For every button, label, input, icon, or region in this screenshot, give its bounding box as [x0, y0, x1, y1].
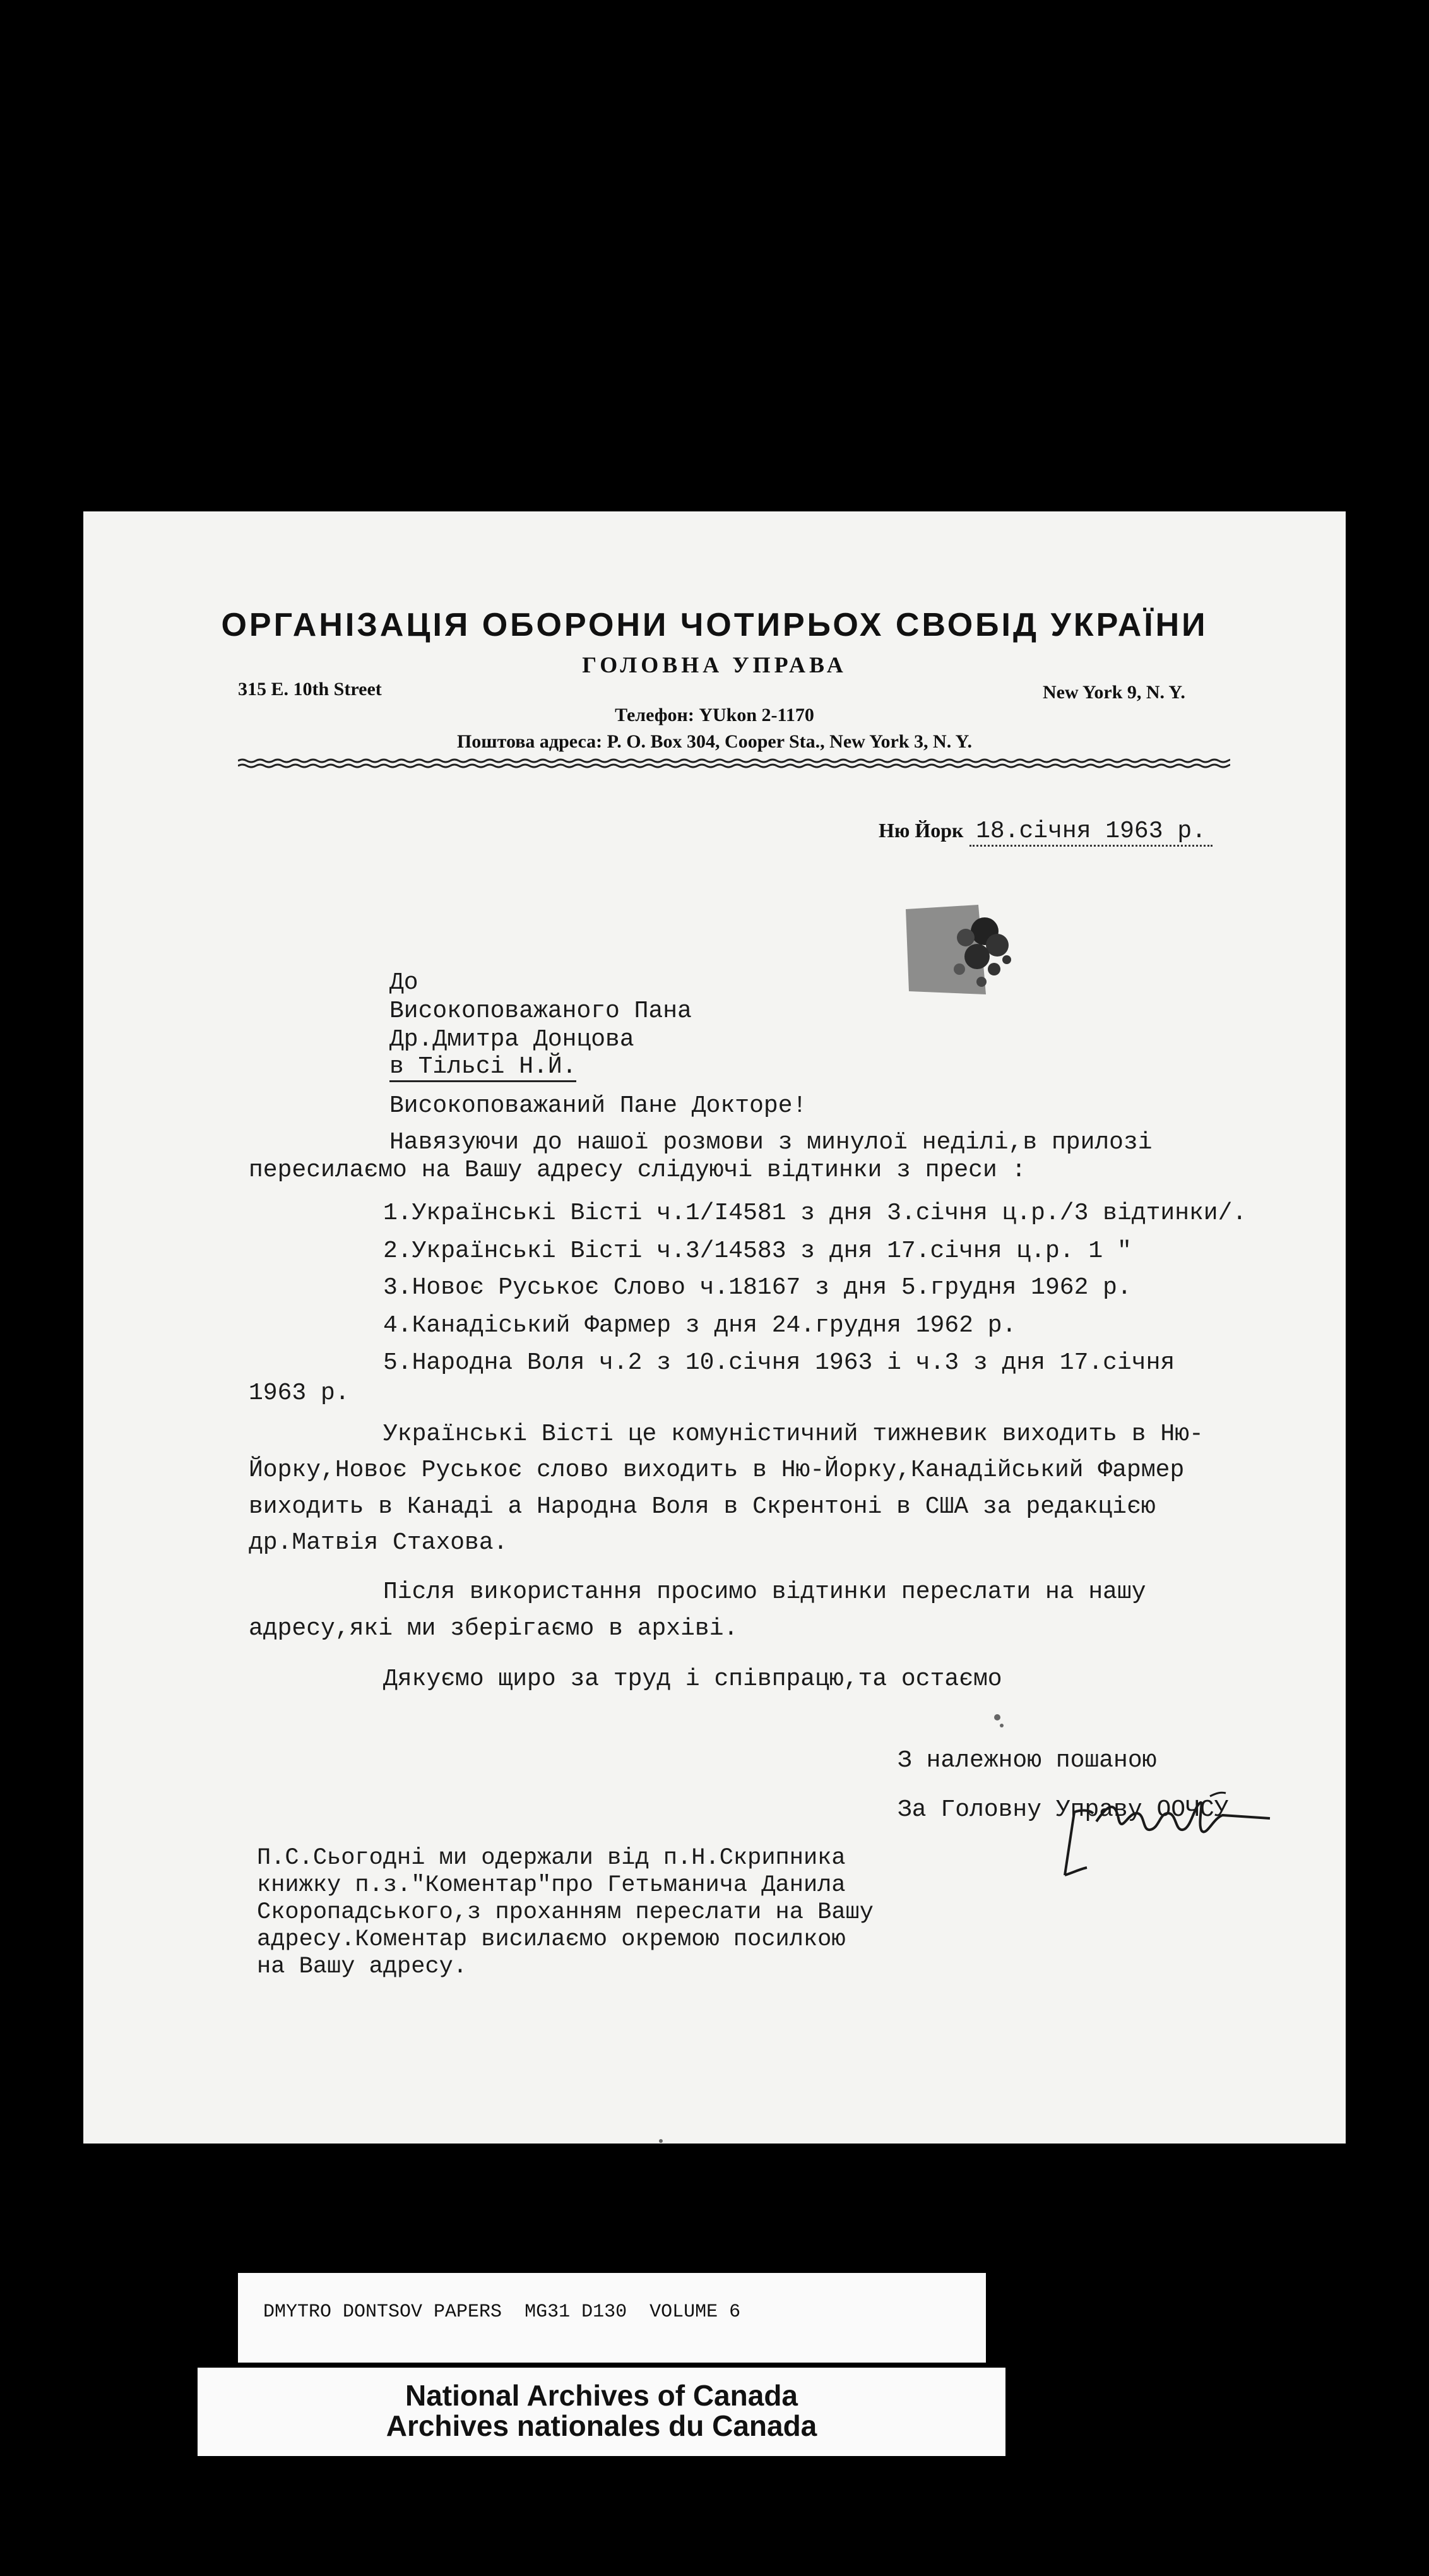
paragraph-3-line-1: Після використання просимо відтинки переслати на нашу [383, 1578, 1146, 1606]
street-address: 315 E. 10th Street [238, 679, 382, 700]
department-name: ГОЛОВНА УПРАВА [582, 652, 847, 677]
recipient-line-4: в Тільсі Н.Й. [389, 1053, 576, 1082]
organization-name: ОРГАНІЗАЦІЯ ОБОРОНИ ЧОТИРЬОХ СВОБІД УКРАЇНИ [221, 607, 1208, 643]
postscript-line-2: книжку п.з."Коментар"про Гетьманича Данила [257, 1872, 846, 1899]
intro-line-1: Навязуючи до нашої розмови з минулої неділі,в прилозі [389, 1129, 1153, 1156]
closing-line-2: За Головну Управу ООЧСУ [898, 1796, 1229, 1823]
intro-line-2: пересилаємо на Вашу адресу слідуючі відтинки з преси : [249, 1157, 1026, 1184]
list-item: 5.Народна Воля ч.2 з 10.січня 1963 і ч.3 з дня 17.січня [383, 1349, 1175, 1376]
handwritten-signature [980, 1774, 1283, 1900]
list-item-continuation: 1963 р. [249, 1380, 350, 1407]
paragraph-3-line-2: адресу,які ми зберігаємо в архіві. [249, 1615, 738, 1642]
dateline [879, 818, 1213, 847]
paragraph-2-line-4: др.Матвія Стахова. [249, 1529, 508, 1556]
ink-speck [1000, 1724, 1004, 1727]
ink-stamp-blot [903, 900, 1023, 1001]
postscript-line-3: Скоропадського,з проханням переслати на Вашу [257, 1899, 874, 1926]
ink-speck [994, 1714, 1000, 1720]
archive-stamp-line-2: Archives nationales du Canada [386, 2409, 817, 2442]
list-item: 1.Українські Вісті ч.1/I4581 з дня 3.січня ц.р./3 відтинки/. [383, 1200, 1247, 1227]
city-address: New York 9, N. Y. [1043, 682, 1185, 703]
archive-stamp-line-1: National Archives of Canada [405, 2379, 798, 2412]
list-item: 4.Канадіський Фармер з дня 24.грудня 1962 р. [383, 1312, 1017, 1339]
ink-speck [659, 2139, 663, 2143]
archive-stamp [198, 2368, 1005, 2456]
closing-line-1: З належною пошаною [898, 1747, 1157, 1774]
recipient-line-1: До [389, 969, 418, 996]
postscript-line-4: адресу.Коментар висилаємо окремою посилкою [257, 1926, 846, 1953]
postal-address: Поштова адреса: P. O. Box 304, Cooper Sta., New York 3, N. Y. [456, 731, 973, 752]
postscript-line-1: П.С.Сьогодні ми одержали від п.Н.Скрипника [257, 1845, 846, 1871]
dateline-date: 18.січня 1963 р. [969, 818, 1213, 847]
list-item: 3.Новоє Руськоє Слово ч.18167 з дня 5.грудня 1962 р. [383, 1274, 1132, 1301]
paragraph-2-line-1: Українські Вісті це комуністичний тижневик виходить в Ню- [383, 1421, 1204, 1448]
list-item: 2.Українські Вісті ч.3/14583 з дня 17.січня ц.р. 1 " [383, 1237, 1132, 1265]
salutation: Високоповажаний Пане Докторе! [389, 1092, 807, 1119]
recipient-line-2: Високоповажаного Пана [389, 998, 692, 1025]
wavy-divider [238, 756, 1230, 770]
phone-number: Телефон: YUkon 2-1170 [615, 705, 814, 725]
archive-label-text: DMYTRO DONTSOV PAPERS MG31 D130 VOLUME 6 [263, 2301, 741, 2323]
dateline-place: Ню Йорк [879, 819, 964, 842]
letter-page [83, 511, 1346, 2144]
archive-label [238, 2273, 986, 2363]
paragraph-2-line-2: Йорку,Новоє Руськоє слово виходить в Ню-Йорку,Канадійський Фармер [249, 1457, 1185, 1484]
paragraph-2-line-3: виходить в Канаді а Народна Воля в Скрентоні в США за редакцією [249, 1493, 1156, 1520]
postscript-line-5: на Вашу адресу. [257, 1953, 468, 1980]
recipient-line-3: Др.Дмитра Донцова [389, 1026, 634, 1053]
archive-stamp-text [198, 2380, 1005, 2441]
paragraph-4-line-1: Дякуємо щиро за труд і співпрацю,та остаємо [383, 1666, 1002, 1693]
